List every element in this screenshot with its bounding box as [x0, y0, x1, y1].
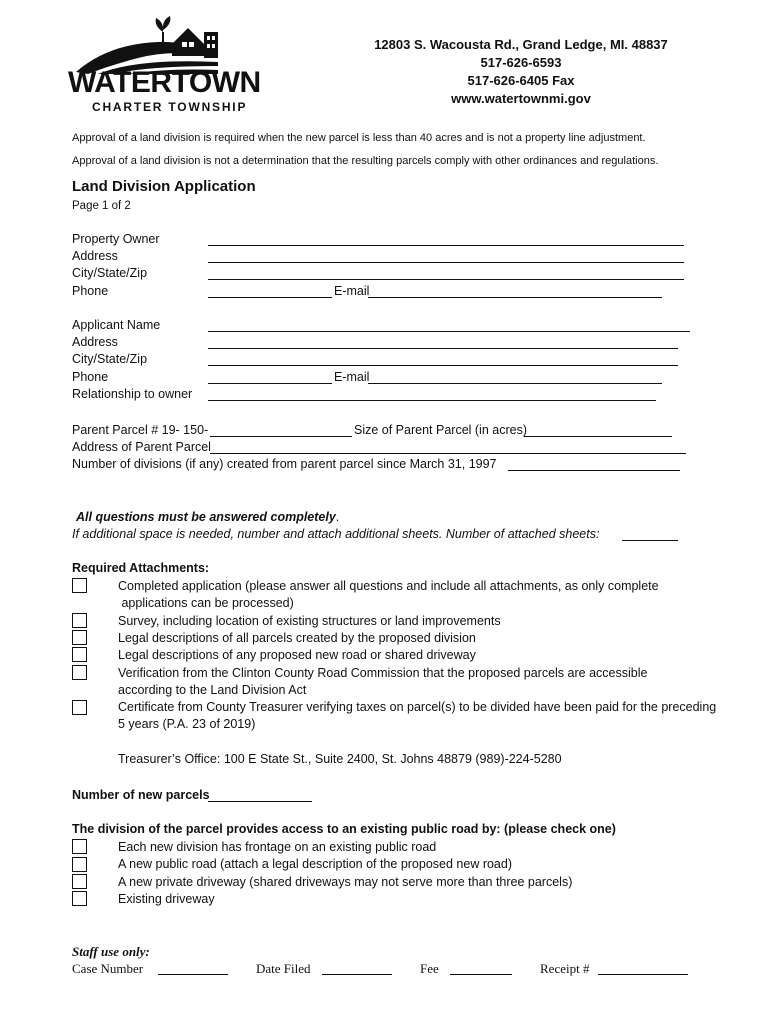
parcel-address-row: [72, 440, 712, 457]
attachment-checkbox-road-commission[interactable]: [72, 665, 87, 680]
treasurer-office-info: Treasurer’s Office: 100 E State St., Suite 2400, St. Johns 48879 (989)-224-5280: [118, 752, 562, 766]
date-filed-field[interactable]: [322, 961, 392, 975]
attachment-item-parcel-descriptions: Legal descriptions of all parcels created by the proposed division: [118, 631, 476, 645]
new-parcels-label: Number of new parcels: [72, 788, 210, 802]
applicant-name-label: Applicant Name: [72, 318, 161, 332]
owner-address-field[interactable]: [208, 249, 684, 263]
contact-phone: 517-626-6593: [480, 55, 562, 70]
parcel-address-label: Address of Parent Parcel: [72, 440, 211, 454]
parent-parcel-label: Parent Parcel # 19- 150-: [72, 423, 209, 437]
farm-house-icon: [68, 14, 248, 74]
access-checkbox-frontage[interactable]: [72, 839, 87, 854]
owner-phone-row: [72, 284, 712, 301]
applicant-city-row: [72, 352, 712, 369]
access-heading: The division of the parcel provides access to an existing public road by: (please check one): [72, 822, 616, 836]
owner-city-row: [72, 266, 712, 283]
new-parcels-row: [72, 788, 712, 805]
applicant-email-label: E-mail: [334, 370, 370, 384]
logo-wordmark: WATERTOWN: [68, 66, 261, 99]
attachment-checkbox-road-descriptions[interactable]: [72, 647, 87, 662]
access-option-public-road: A new public road (attach a legal description of the proposed new road): [118, 857, 512, 871]
all-questions-period: .: [335, 510, 340, 524]
attachment-checkbox-parcel-descriptions[interactable]: [72, 630, 87, 645]
fee-field[interactable]: [450, 961, 512, 975]
attachment-item-application-cont: applications can be processed): [118, 596, 294, 610]
access-option-frontage: Each new division has frontage on an existing public road: [118, 840, 437, 854]
applicant-phone-field[interactable]: [208, 370, 332, 384]
applicant-name-row: [72, 318, 712, 335]
applicant-address-label: Address: [72, 335, 118, 349]
township-logo: [68, 14, 261, 114]
access-checkbox-public-road[interactable]: [72, 857, 87, 872]
applicant-address-field[interactable]: [208, 335, 678, 349]
owner-address-label: Address: [72, 249, 118, 263]
contact-address: 12803 S. Wacousta Rd., Grand Ledge, MI. 48837: [374, 37, 668, 52]
logo-subtitle: CHARTER TOWNSHIP: [92, 100, 248, 114]
applicant-address-row: [72, 335, 712, 352]
staff-use-row: [72, 961, 712, 978]
all-questions-text: All questions must be answered completely: [76, 510, 336, 524]
case-number-label: Case Number: [72, 961, 144, 976]
attachments-heading: Required Attachments:: [72, 561, 210, 575]
relationship-label: Relationship to owner: [72, 387, 193, 401]
divisions-field[interactable]: [508, 457, 680, 471]
property-owner-row: [72, 232, 712, 249]
divisions-row: [72, 457, 712, 474]
attachment-item-road-commission: Verification from the Clinton County Road Commission that the proposed parcels are accessible: [118, 666, 648, 680]
attachment-item-road-commission-cont: according to the Land Division Act: [118, 683, 307, 697]
access-option-existing-driveway: Existing driveway: [118, 892, 215, 906]
parcel-size-label: Size of Parent Parcel (in acres): [354, 423, 527, 437]
notice-not-determination: Approval of a land division is not a determination that the resulting parcels comply with other ordinances and regulations.: [72, 155, 659, 167]
divisions-label: Number of divisions (if any) created from parent parcel since March 31, 1997: [72, 457, 497, 471]
owner-city-field[interactable]: [208, 266, 684, 280]
parent-parcel-row: [72, 423, 712, 440]
all-questions-note: [76, 510, 339, 524]
owner-address-row: [72, 249, 712, 266]
owner-phone-label: Phone: [72, 284, 109, 298]
parcel-address-field[interactable]: [210, 440, 686, 454]
applicant-city-label: City/State/Zip: [72, 352, 148, 366]
owner-email-label: E-mail: [334, 284, 370, 298]
access-option-private-driveway: A new private driveway (shared driveways may not serve more than three parcels): [118, 875, 573, 889]
attached-sheets-field[interactable]: [622, 527, 678, 541]
owner-email-field[interactable]: [368, 284, 662, 298]
attachment-item-road-descriptions: Legal descriptions of any proposed new road or shared driveway: [118, 648, 476, 662]
attachment-checkbox-application[interactable]: [72, 578, 87, 593]
applicant-city-field[interactable]: [208, 352, 678, 366]
applicant-phone-label: Phone: [72, 370, 109, 384]
receipt-field[interactable]: [598, 961, 688, 975]
applicant-phone-row: [72, 370, 712, 387]
owner-city-label: City/State/Zip: [72, 266, 148, 280]
case-number-field[interactable]: [158, 961, 228, 975]
relationship-field[interactable]: [208, 387, 656, 401]
access-checkbox-private-driveway[interactable]: [72, 874, 87, 889]
attachment-item-application: Completed application (please answer all questions and include all attachments, as only complete: [118, 579, 659, 593]
notice-approval-required: Approval of a land division is required when the new parcel is less than 40 acres and is not a property line adjustment.: [72, 132, 646, 144]
contact-fax: 517-626-6405 Fax: [467, 73, 575, 88]
property-owner-field[interactable]: [208, 232, 684, 246]
page-number: Page 1 of 2: [72, 200, 131, 212]
contact-website[interactable]: www.watertownmi.gov: [451, 91, 591, 106]
date-filed-label: Date Filed: [256, 961, 311, 976]
access-checkbox-existing-driveway[interactable]: [72, 891, 87, 906]
owner-phone-field[interactable]: [208, 284, 332, 298]
fee-label: Fee: [420, 961, 439, 976]
additional-space-note: If additional space is needed, number and attach additional sheets. Number of attached sheets:: [72, 527, 600, 541]
contact-block: [356, 36, 686, 108]
attachment-item-treasurer-cont: 5 years (P.A. 23 of 2019): [118, 717, 256, 731]
attachment-item-treasurer: Certificate from County Treasurer verifying taxes on parcel(s) to be divided have been paid for the preceding: [118, 700, 717, 714]
attachment-checkbox-survey[interactable]: [72, 613, 87, 628]
attachment-checkbox-treasurer[interactable]: [72, 700, 87, 715]
relationship-row: [72, 387, 712, 404]
applicant-name-field[interactable]: [208, 318, 690, 332]
parent-parcel-field[interactable]: [210, 423, 352, 437]
receipt-label: Receipt #: [540, 961, 590, 976]
staff-use-heading: Staff use only:: [72, 944, 150, 959]
parcel-size-field[interactable]: [524, 423, 672, 437]
page-title: Land Division Application: [72, 178, 256, 195]
attachment-item-survey: Survey, including location of existing structures or land improvements: [118, 614, 501, 628]
applicant-email-field[interactable]: [368, 370, 662, 384]
property-owner-label: Property Owner: [72, 232, 160, 246]
new-parcels-field[interactable]: [208, 788, 312, 802]
